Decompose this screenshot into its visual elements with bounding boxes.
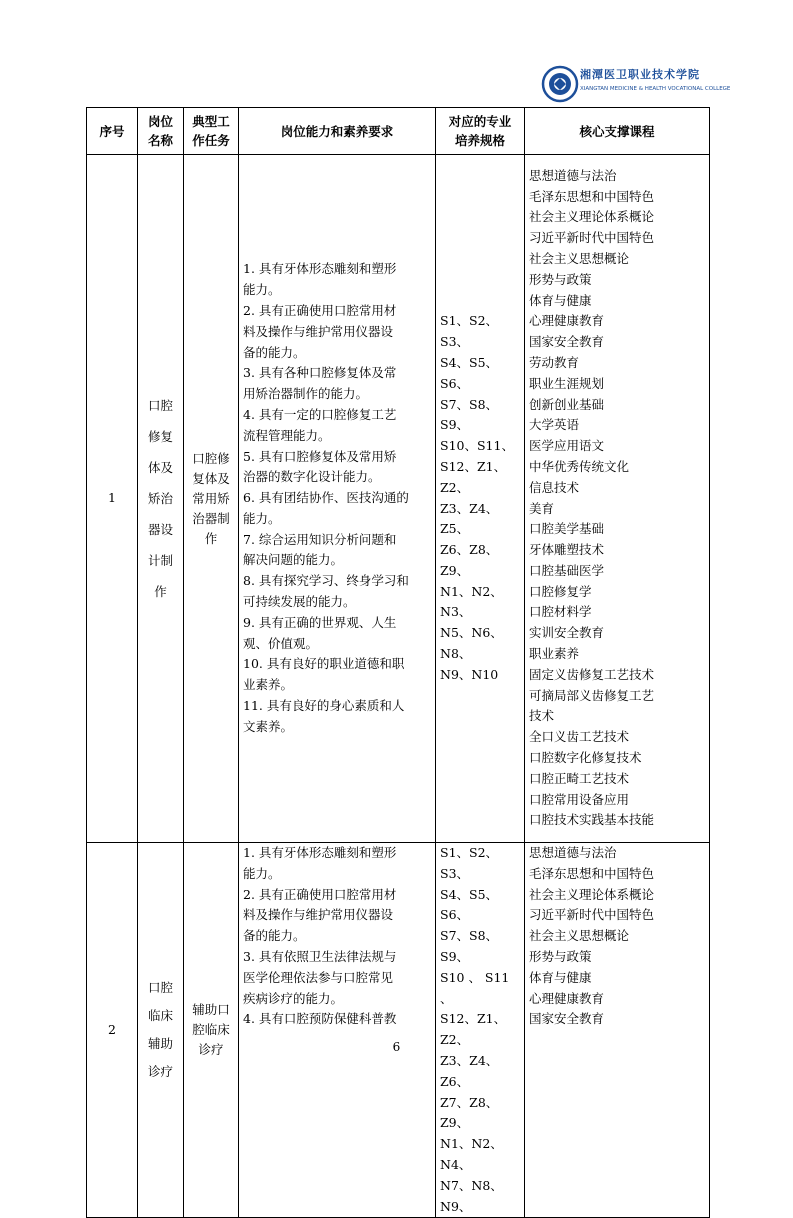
row-task: 辅助口 腔临床 诊疗 [184,843,239,1218]
header-number: 序号 [87,108,138,155]
header-abilities: 岗位能力和素养要求 [239,108,436,155]
row-specs: S1、S2、S3、 S4、S5、S6、 S7、S8、S9、 S10 、 S11 、 S12、Z1、Z2、 Z3、Z4、Z6、 Z7、Z8、Z9、 N1、N2、N4、 N7、N8、N9、 [436,843,525,1218]
header-task: 典型工 作任务 [184,108,239,155]
college-name: 湘潭医卫职业技术学院 [580,68,700,81]
row-position: 口腔 修复 体及 矫治 器设 计制 作 [138,155,184,843]
row-abilities: 1. 具有牙体形态雕刻和塑形 能力。 2. 具有正确使用口腔常用材 料及操作与维护常用仪器设 备的能力。 3. 具有依照卫生法律法规与 医学伦理依法参与口腔常见 疾病诊疗的能力。 4. 具有口腔预防保健科普教 [239,843,436,1218]
row-courses: 思想道德与法治 毛泽东思想和中国特色 社会主义理论体系概论 习近平新时代中国特色 社会主义思想概论 形势与政策 体育与健康 心理健康教育 国家安全教育 劳动教育 职业生涯规划 创新创业基础 大学英语 医学应用语文 中华优秀传统文化 信息技术 美育 口腔美学基础 牙体雕塑技术 口腔基础医学 口腔修复学 口腔材料学 实训安全教育 职业素养 固定义齿修复工艺技术 可摘局部义齿修复工艺 技术 全口义齿工艺技术 口腔数字化修复技术 口腔正畸工艺技术 口腔常用设备应用 口腔技术实践基本技能 [525,155,710,843]
table-row [87,843,710,1218]
header-specs: 对应的专业 培养规格 [436,108,525,155]
row-number: 1 [87,155,138,843]
row-task: 口腔修 复体及 常用矫 治器制 作 [184,155,239,843]
table-row [87,155,710,843]
row-courses: 思想道德与法治 毛泽东思想和中国特色 社会主义理论体系概论 习近平新时代中国特色 社会主义思想概论 形势与政策 体育与健康 心理健康教育 国家安全教育 [525,843,710,1218]
college-name-english: XIANGTAN MEDICINE & HEALTH VOCATIONAL COLLEGE [580,86,731,92]
header-position: 岗位 名称 [138,108,184,155]
table-header-row [87,108,710,155]
row-number: 2 [87,843,138,1218]
row-specs: S1、S2、S3、 S4、S5、S6、 S7、S8、S9、 S10、S11、 S12、Z1、Z2、 Z3、Z4、Z5、 Z6、Z8、Z9、 N1、N2、N3、 N5、N6、N8、 N9、N10 [436,155,525,843]
row-abilities: 1. 具有牙体形态雕刻和塑形 能力。 2. 具有正确使用口腔常用材 料及操作与维护常用仪器设 备的能力。 3. 具有各种口腔修复体及常 用矫治器制作的能力。 4. 具有一定的口腔修复工艺 流程管理能力。 5. 具有口腔修复体及常用矫 治器的数字化设计能力。 6. 具有团结协作、医技沟通的 能力。 7. 综合运用知识分析问题和 解决问题的能力。 8. 具有探究学习、终身学习和 可持续发展的能力。 9. 具有正确的世界观、人生 观、价值观。 10. 具有良好的职业道德和职 业素养。 11. 具有良好的身心素质和人 文素养。 [239,155,436,843]
header-courses: 核心支撑课程 [525,108,710,155]
row-position: 口腔 临床 辅助 诊疗 [138,843,184,1218]
page-number: 6 [392,1040,401,1054]
